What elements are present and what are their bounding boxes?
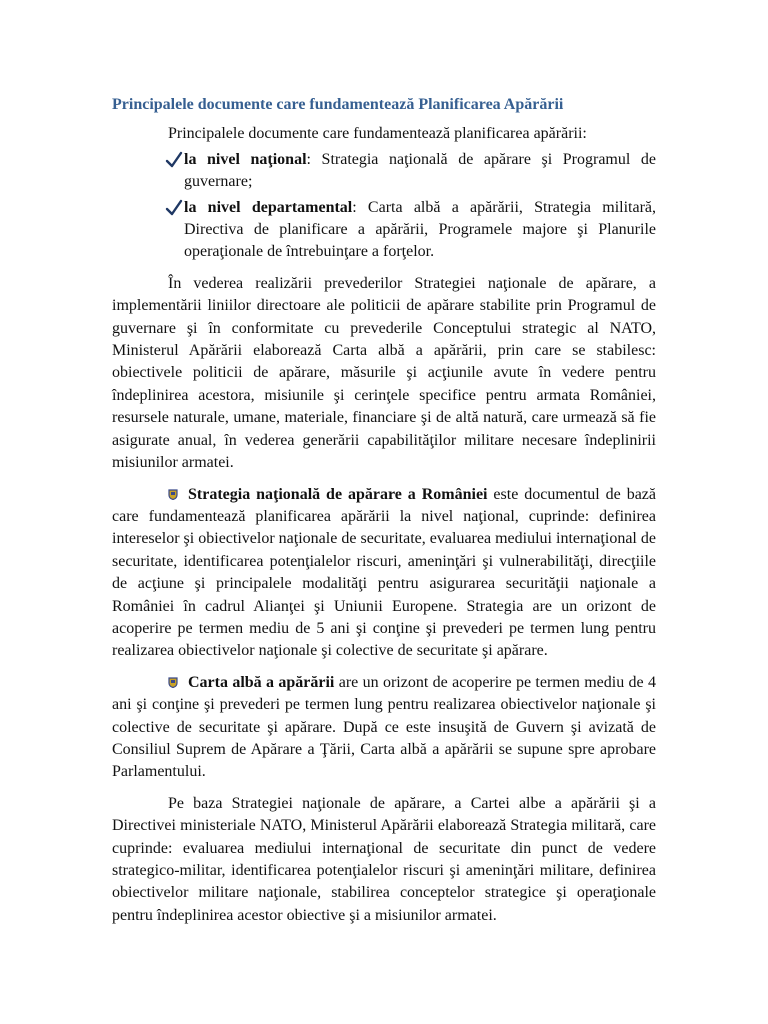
checklist-item-national (112, 149, 656, 194)
paragraph-carta-alba-intro: În vederea realizării prevederilor Strategiei naţionale de apărare, a implementării liniilor directoare ale politicii de apărare stabilite prin Programul de guvernare şi în conformitate cu prevederile Conceptului strategic al NATO, Ministerul Apărării elaborează Carta albă a apărării, prin care se stabilesc: obiectivele politicii de apărare, măsurile şi acţiunile avute în vedere pentru îndeplinirea acestora, misiunile şi cerinţele specifice pentru armata României, resursele naturale, umane, materiale, financiare şi de altă natură, care urmează să fie asigurate anual, în vederea generării capabilităţilor militare necesare îndeplinirii misiunilor armatei. (112, 274, 656, 472)
bullet-paragraph-strategia (112, 484, 656, 663)
bullet-paragraph-carta-alba (112, 672, 656, 784)
document-title: Principalele documente care fundamentează Planificarea Apărării (112, 96, 564, 113)
intro-text: Principalele documente care fundamentează planificarea apărării: (168, 125, 587, 143)
bullet-label: Strategia naţională de apărare a României (188, 485, 488, 503)
document-body (112, 94, 656, 927)
bullet-text: este documentul de bază care fundamentează planificarea apărării la nivel naţional, cuprinde: definirea intereselor şi obiectivelor naţionale de securitate, evaluarea mediului internaţional de securitate, identificarea potenţialelor riscuri, ameninţări şi vulnerabilităţi, direcţiile de acţiune şi principalele modalităţi pentru asigurarea securităţii naţionale a României în cadrul Alianţei şi Uniunii Europene. Strategia are un orizont de acoperire pe termen mediu de 5 ani şi conţine şi prevederi pe termen lung pentru realizarea obiectivelor naţionale şi colective de securitate şi apărare. (112, 485, 656, 660)
checkmark-icon (164, 197, 184, 219)
shield-bullet-icon (168, 489, 178, 500)
checklist-item-label: la nivel departamental (184, 198, 353, 216)
checklist-item-text: : Strategia naţională de apărare şi Programul de guvernare; (184, 150, 656, 191)
checkmark-icon (164, 149, 184, 171)
shield-bullet-icon (168, 677, 178, 688)
bullet-label: Carta albă a apărării (188, 673, 335, 691)
bullet-text: are un orizont de acoperire pe termen mediu de 4 ani şi conţine şi prevederi pe termen lung pentru realizarea obiectivelor naţionale şi colective de securitate şi apărare. După ce este insuşită de Guvern şi avizată de Consiliul Suprem de Apărare a Ţării, Carta albă a apărării se supune spre aprobare Parlamentului. (112, 673, 657, 781)
checklist-item-label: la nivel naţional (184, 150, 307, 168)
paragraph-strategia-militara: Pe baza Strategiei naţionale de apărare, a Cartei albe a apărării şi a Directivei ministeriale NATO, Ministerul Apărării elaborează Strategia militară, care cuprinde: evaluarea mediului internaţional de securitate din punct de vedere strategico-militar, identificarea potenţialelor riscuri şi ameninţări militare, definirea obiectivelor militare naţionale, stabilirea conceptelor strategice şi operaţionale pentru îndeplinirea acestor obiective şi a misiunilor armatei. (112, 794, 656, 924)
checklist-item-departmental (112, 197, 656, 264)
checklist-item-text: : Carta albă a apărării, Strategia militară, Directiva de planificare a apărării, Programele majore şi Planurile operaţionale de întrebuinţare a forţelor. (184, 198, 656, 261)
